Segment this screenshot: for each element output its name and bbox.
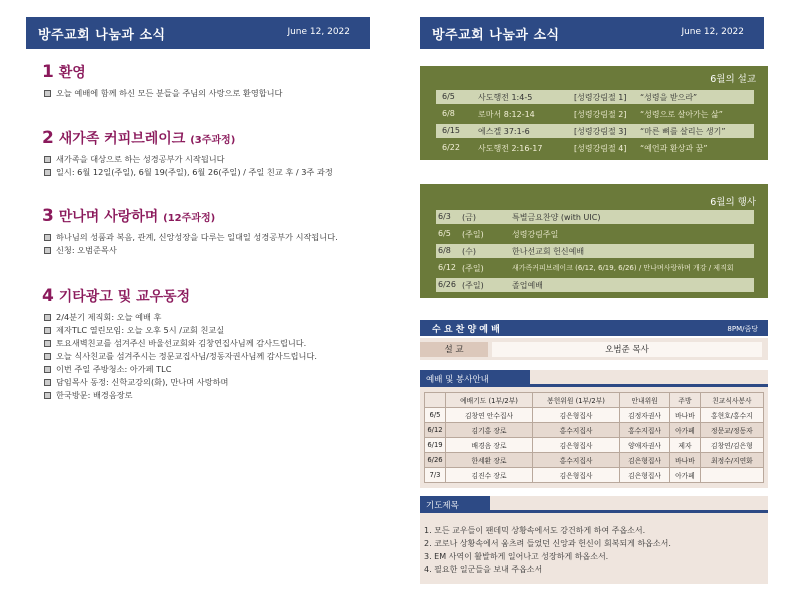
event-row — [436, 261, 754, 275]
table-header: 예배기도 (1부/2부) — [446, 393, 533, 408]
sermon-scripture: 사도행전 1:4-5 — [478, 93, 533, 102]
list-item: 이번 주일 주방청소: 아가페 TLC — [44, 363, 317, 376]
sermon-date: 6/15 — [442, 126, 460, 135]
service-title-rule — [530, 384, 768, 387]
sermon-title: “예언과 환상과 꿈” — [640, 144, 708, 153]
table-header: 주방 — [670, 393, 701, 408]
event-day: (수) — [462, 247, 476, 256]
table-cell: 김은형집사 — [620, 453, 670, 468]
table-cell: 홍수지집사 — [533, 423, 620, 438]
right-header — [420, 17, 764, 49]
list-item: 일시: 6월 12일(주일), 6월 19(주일), 6월 26(주일) / 주일 친교 후 / 3주 과정 — [44, 166, 333, 179]
wednesday-preacher-row — [420, 338, 768, 360]
sermon-series: [성령강림절 3] — [574, 127, 627, 136]
table-cell: 6/5 — [425, 408, 446, 423]
wednesday-worship-time: 8PM/줌당 — [727, 325, 758, 333]
left-header — [26, 17, 370, 49]
prayer-item: 3. EM 사역이 활발하게 일어나고 성장하게 하옵소서. — [424, 552, 609, 561]
sermon-scripture: 사도행전 2:16-17 — [478, 144, 543, 153]
table-cell: 최정수/지연화 — [700, 453, 763, 468]
section-title: 새가족 커피브레이크 — [58, 131, 186, 147]
list-item: 토요새벽친교를 섬겨주신 바울선교회와 김창연집사님께 감사드립니다. — [44, 337, 317, 350]
section-heading — [42, 62, 282, 82]
table-cell: 김창연/김은형 — [700, 438, 763, 453]
event-day: (금) — [462, 213, 476, 222]
list-item: 오늘 식사친교를 섬겨주시는 정문교집사님/정동자권사님께 감사드립니다. — [44, 350, 317, 363]
sermon-row — [436, 107, 754, 121]
table-cell: 아가페 — [670, 423, 701, 438]
sermon-date: 6/22 — [442, 143, 460, 152]
table-cell: 김은형집사 — [533, 438, 620, 453]
sermon-row — [436, 90, 754, 104]
table-cell: 김은형집사 — [533, 468, 620, 483]
event-name: 졸업예배 — [512, 281, 543, 290]
table-cell: 홍현호/홍수지 — [700, 408, 763, 423]
table-cell: 김정자권사 — [620, 408, 670, 423]
event-date: 6/8 — [438, 246, 451, 255]
prayer-item: 2. 코로나 상황속에서 움츠려 들었던 신앙과 헌신이 회복되게 하옵소서. — [424, 539, 671, 548]
event-name: 성령강림주일 — [512, 230, 559, 239]
table-cell: 홍수지집사 — [533, 453, 620, 468]
event-name: 한나선교회 헌신예배 — [512, 247, 585, 256]
list-item: 제자TLC 열린모임: 오늘 오후 5시 /교회 친교실 — [44, 324, 317, 337]
section-number: 3 — [42, 206, 54, 226]
table-cell: 한세환 장로 — [446, 453, 533, 468]
sermon-date: 6/8 — [442, 109, 455, 118]
event-row — [436, 227, 754, 241]
section-number: 4 — [42, 286, 54, 306]
event-date: 6/12 — [438, 263, 456, 272]
prayer-list — [424, 524, 764, 576]
prayer-item: 4. 필요한 일군들을 보내 주옵소서 — [424, 565, 543, 574]
wednesday-worship-title: 수 요 찬 양 예 배 — [432, 325, 500, 335]
table-row — [425, 408, 764, 423]
event-date: 6/26 — [438, 280, 456, 289]
list-item: 새가족을 대상으로 하는 성경공부가 시작됩니다 — [44, 153, 333, 166]
event-date: 6/3 — [438, 212, 451, 221]
table-cell: 김기홍 장로 — [446, 423, 533, 438]
list-item: 오늘 예배에 함께 하신 모든 분들을 주님의 사랑으로 환영합니다 — [44, 87, 282, 100]
table-row — [425, 438, 764, 453]
section-title: 기타광고 및 교우동정 — [58, 289, 191, 305]
table-cell — [700, 468, 763, 483]
table-header-row — [425, 393, 764, 408]
section-one-on-one — [42, 206, 338, 257]
section-number: 1 — [42, 62, 54, 82]
sermon-row — [436, 124, 754, 138]
table-cell: 6/26 — [425, 453, 446, 468]
table-cell: 배경음 장로 — [446, 438, 533, 453]
preacher-label: 설 교 — [420, 342, 488, 357]
section-welcome — [42, 62, 282, 100]
sermon-series: [성령강림절 2] — [574, 110, 627, 119]
prayer-item: 1. 모든 교우들이 팬데믹 상황속에서도 강건하게 하여 주옵소서. — [424, 526, 646, 535]
left-header-date: June 12, 2022 — [287, 27, 350, 37]
event-date: 6/5 — [438, 229, 451, 238]
table-cell: 정문교/정동자 — [700, 423, 763, 438]
right-header-date: June 12, 2022 — [681, 27, 744, 37]
section-title: 환영 — [58, 65, 86, 81]
sermon-title: “성령을 받으라” — [640, 93, 698, 102]
sermon-title: “마른 뼈를 살리는 생기” — [640, 127, 726, 136]
prayer-title-tab — [420, 496, 490, 513]
list-item: 담임목사 동정: 신학교강의(화), 만나며 사랑하며 — [44, 376, 317, 389]
section-number: 2 — [42, 128, 54, 148]
service-title-tab — [420, 370, 530, 387]
event-row — [436, 278, 754, 292]
sermon-date: 6/5 — [442, 92, 455, 101]
table-cell: 6/19 — [425, 438, 446, 453]
table-cell: 홍수지집사 — [620, 423, 670, 438]
right-panel — [420, 0, 778, 612]
table-row — [425, 468, 764, 483]
list-item: 하나님의 성품과 복음, 관계, 신앙성장을 다루는 일대일 성경공부가 시작됩니다. — [44, 231, 338, 244]
section-announcements — [42, 286, 317, 402]
table-cell: 제자 — [670, 438, 701, 453]
table-cell: 바나바 — [670, 453, 701, 468]
section-subtitle: (3주과정) — [190, 135, 236, 146]
sermon-scripture: 에스겔 37:1-6 — [478, 127, 530, 136]
section-coffee-break — [42, 128, 333, 179]
sermon-title: “성령으로 살아가는 삶” — [640, 110, 723, 119]
table-header: 친교식사봉사 — [700, 393, 763, 408]
list-item: 한국방문: 배경음장로 — [44, 389, 317, 402]
event-name: 특별금요찬양 (with UIC) — [512, 213, 601, 222]
section-subtitle: (12주과정) — [163, 213, 216, 224]
table-cell: 7/3 — [425, 468, 446, 483]
left-panel — [20, 0, 378, 612]
service-title: 예배 및 봉사안내 — [426, 375, 489, 385]
table-header: 안내위원 — [620, 393, 670, 408]
sermon-series: [성령강림절 4] — [574, 144, 627, 153]
list-item: 신청: 오범준목사 — [44, 244, 338, 257]
service-section — [420, 370, 768, 488]
left-header-title: 방주교회 나눔과 소식 — [38, 28, 166, 43]
prayer-section — [420, 496, 768, 584]
event-row — [436, 210, 754, 224]
wednesday-worship-bar — [420, 320, 768, 336]
table-cell: 양애자권사 — [620, 438, 670, 453]
table-cell: 김은형집사 — [620, 468, 670, 483]
section-heading — [42, 286, 317, 306]
event-name: 새가족커피브레이크 (6/12, 6/19, 6/26) / 만나며사랑하며 개강 / 제직회 — [512, 264, 734, 272]
events-box — [420, 184, 768, 298]
sermon-series: [성령강림절 1] — [574, 93, 627, 102]
event-day: (주일) — [462, 281, 484, 290]
section-heading — [42, 206, 338, 226]
event-row — [436, 244, 754, 258]
right-header-title: 방주교회 나눔과 소식 — [432, 28, 560, 43]
service-table — [424, 392, 764, 483]
table-header — [425, 393, 446, 408]
section-title: 만나며 사랑하며 — [58, 209, 159, 225]
sermons-box — [420, 66, 768, 160]
prayer-title: 기도제목 — [426, 501, 459, 511]
table-row — [425, 423, 764, 438]
list-item: 2/4분기 제직회: 오늘 예배 후 — [44, 311, 317, 324]
event-day: (주일) — [462, 264, 484, 273]
section-heading — [42, 128, 333, 148]
events-caption: 6월의 행사 — [710, 197, 756, 208]
table-cell: 김창연 안수집사 — [446, 408, 533, 423]
event-day: (주일) — [462, 230, 484, 239]
table-cell: 6/12 — [425, 423, 446, 438]
sermons-caption: 6월의 설교 — [710, 74, 756, 85]
table-row — [425, 453, 764, 468]
preacher-name: 오범준 목사 — [492, 342, 762, 357]
sermon-row — [436, 141, 754, 155]
table-cell: 바나바 — [670, 408, 701, 423]
table-cell: 김은형집사 — [533, 408, 620, 423]
table-header: 봉헌위원 (1부/2부) — [533, 393, 620, 408]
table-cell: 김진수 장로 — [446, 468, 533, 483]
sermon-scripture: 로마서 8:12-14 — [478, 110, 535, 119]
table-cell: 아가페 — [670, 468, 701, 483]
prayer-title-rule — [490, 510, 768, 513]
